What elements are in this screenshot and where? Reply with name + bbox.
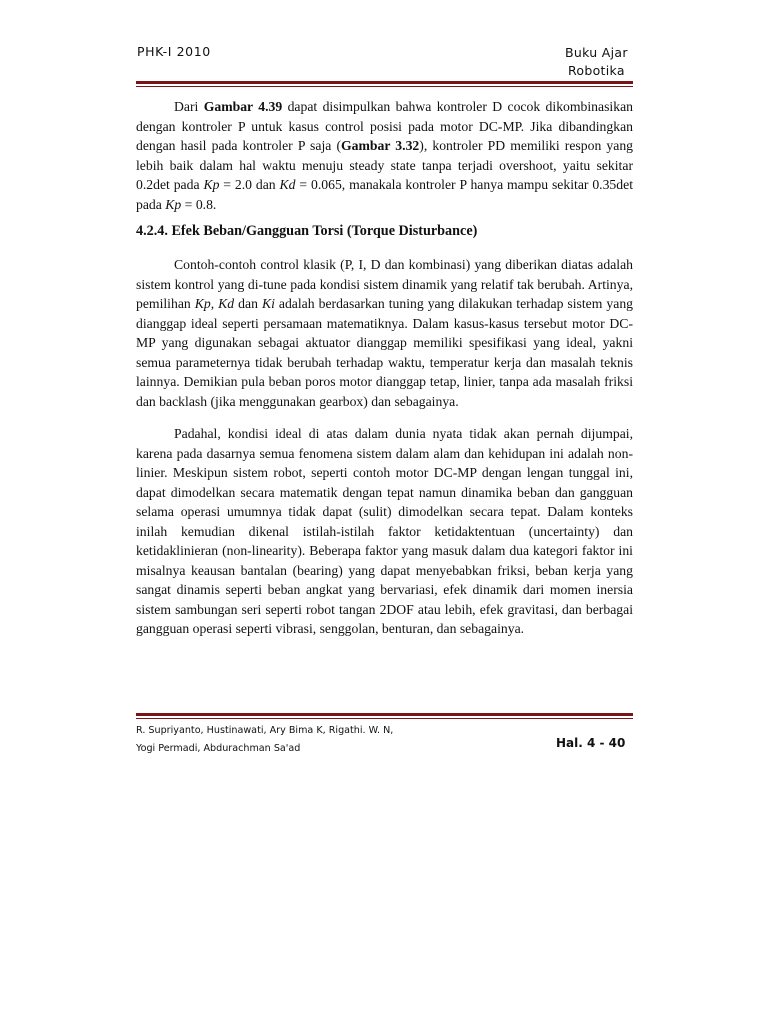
section-heading: 4.2.4. Efek Beban/Gangguan Torsi (Torque Disturbance) <box>136 223 478 239</box>
symbol-kp: Kp <box>194 296 211 311</box>
symbol-kd: Kd <box>218 296 235 311</box>
header-divider <box>136 81 633 87</box>
paragraph-3: Padahal, kondisi ideal di atas dalam dunia nyata tidak akan pernah dijumpai, karena pada dasarnya semua fenomena sistem dalam alam dan kehidupan ini adalah non-linier. Meskipun sistem robot, seperti contoh motor DC-MP dengan lengan tunggal ini, dapat dimodelkan secara matematik dengan tepat namun dinamika beban dan gangguan selama operasi umumnya tidak dapat (sulit) dimodelkan secara tepat. Dalam konteks inilah kemudian dikenal istilah-istilah faktor ketidaktentuan (uncertainty) dan ketidaklinieran (non-linearity). Beberapa faktor yang masuk dalam dua kategori faktor ini misalnya keausan bantalan (bearing) yang dapat menyebabkan friksi, beban kerja yang sangat dinamis seperti beban angkat yang bervariasi, efek dinamik dari momen inersia sistem sambungan seri seperti robot tangan 2DOF atau lebih, efek gravitasi, dan berbagai gangguan operasi seperti vibrasi, senggolan, benturan, dan sebagainya. <box>136 426 633 636</box>
paragraph-1: Dari Gambar 4.39 dapat disimpulkan bahwa kontroler D cocok dikombinasikan dengan kontroler P untuk kasus control posisi pada motor DC-MP. Jika dibandingkan dengan hasil pada kontroler P saja (Gambar 3.32), kontroler PD memiliki respon yang lebih baik dalam hal waktu menuju steady state tanpa terjadi overshoot, yaitu sekitar 0.2det pada Kp = 2.0 dan Kd = 0.065, manakala kontroler P hanya mampu sekitar 0.35det pada Kp = 0.8. <box>136 99 634 212</box>
page-body <box>136 97 633 639</box>
page-number: Hal. 4 - 40 <box>556 736 626 750</box>
figure-ref-4-39: Gambar 4.39 <box>203 99 283 114</box>
footer-authors-line2: Yogi Permadi, Abdurachman Sa'ad <box>136 743 301 754</box>
header-book-title-line1: Buku Ajar <box>565 45 628 60</box>
symbol-kp: Kp <box>165 196 182 212</box>
footer-authors <box>136 722 393 758</box>
figure-ref-3-32: Gambar 3.32 <box>341 138 420 153</box>
footer-divider <box>136 713 633 719</box>
footer-authors-line1: R. Supriyanto, Hustinawati, Ary Bima K, Rigathi. W. N, <box>136 725 394 736</box>
header-book-title-line2: Robotika <box>568 63 625 78</box>
header-book-title <box>565 44 645 80</box>
paragraph-2: Contoh-contoh control klasik (P, I, D dan kombinasi) yang diberikan diatas adalah sistem kontrol yang di-tune pada kondisi sistem dinamik yang relatif tak berubah. Artinya, pemilihan Kp, Kd dan Ki adalah berdasarkan tuning yang dilakukan terhadap sistem yang dianggap ideal seperti persamaan matematiknya. Dalam kasus-kasus tersebut motor DC-MP yang digunakan sebagai aktuator dianggap memiliki spesifikasi yang ideal, yakni semua parameternya tidak berubah terhadap waktu, temperatur kerja dan masalah teknis lainnya. Demikian pula beban poros motor dianggap tetap, linier, tanpa ada masalah friksi dan backlash (jika menggunakan gearbox) dan sebagainya. <box>136 257 634 409</box>
symbol-ki: Ki <box>261 296 275 311</box>
symbol-kd: Kd <box>279 177 296 192</box>
symbol-kp: Kp <box>203 177 220 192</box>
header-course-code: PHK-I 2010 <box>137 44 211 59</box>
